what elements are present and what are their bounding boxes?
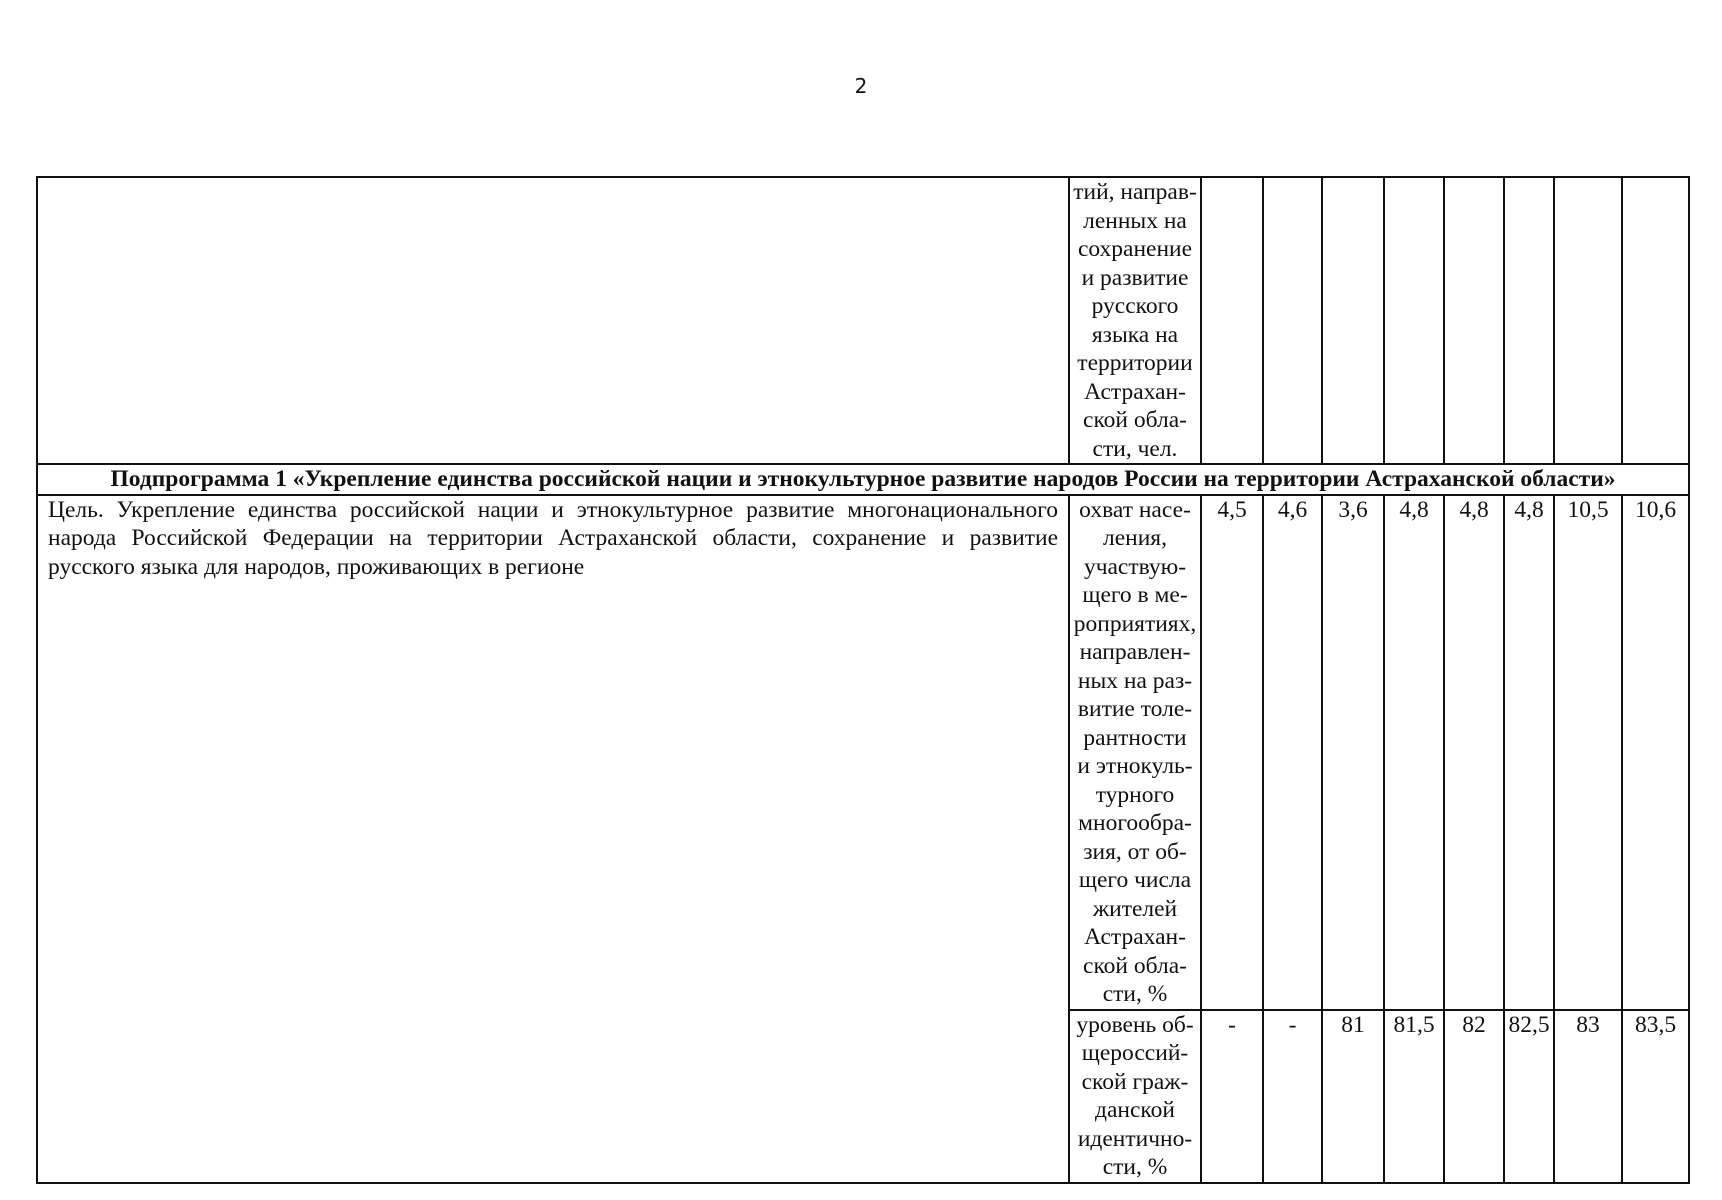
value-cell — [1622, 177, 1689, 464]
value-cell: 82,5 — [1504, 1010, 1554, 1183]
value-cell: 81,5 — [1384, 1010, 1444, 1183]
indicators-table — [36, 176, 1690, 1184]
subprogram-row — [37, 464, 1689, 495]
table-row — [37, 495, 1689, 1010]
value-cell: 83,5 — [1622, 1010, 1689, 1183]
indicator-cell: уровень об- щероссий- ской граж- данской идентично- сти, % — [1069, 1010, 1201, 1183]
subprogram-title: Подпрограмма 1 «Укрепление единства российской нации и этнокультурное развитие народов России на территории Астраханской области» — [37, 464, 1689, 495]
indicator-cell: тий, направ- ленных на сохранение и развитие русского языка на территории Астрахан- ской обла- сти, чел. — [1069, 177, 1201, 464]
value-cell: 4,8 — [1444, 495, 1504, 1010]
value-cell — [1554, 177, 1622, 464]
value-cell: 4,8 — [1504, 495, 1554, 1010]
value-cell: 10,6 — [1622, 495, 1689, 1010]
value-cell — [1263, 177, 1322, 464]
value-cell: - — [1201, 1010, 1263, 1183]
indicator-cell: охват насе- ления, участвую- щего в ме- роприятиях, направлен- ных на раз- витие толе- рантности и этнокуль- турного многообра- зия, от об- щего числа жителей Астрахан- ской обла- сти, % — [1069, 495, 1201, 1010]
goal-text: Цель. Укрепление единства российской нации и этнокультурное развитие многонационального народа Российской Федерации на территории Астраханской области, сохранение и развитие русского языка для народов, проживающих в регионе — [37, 495, 1069, 1183]
table-row — [37, 177, 1689, 464]
goal-cell-empty — [37, 177, 1069, 464]
value-cell: 3,6 — [1322, 495, 1384, 1010]
value-cell: 4,6 — [1263, 495, 1322, 1010]
value-cell: - — [1263, 1010, 1322, 1183]
value-cell: 83 — [1554, 1010, 1622, 1183]
value-cell: 81 — [1322, 1010, 1384, 1183]
value-cell: 82 — [1444, 1010, 1504, 1183]
value-cell — [1444, 177, 1504, 464]
value-cell: 4,8 — [1384, 495, 1444, 1010]
value-cell — [1201, 177, 1263, 464]
value-cell — [1384, 177, 1444, 464]
value-cell — [1322, 177, 1384, 464]
value-cell — [1504, 177, 1554, 464]
value-cell: 4,5 — [1201, 495, 1263, 1010]
value-cell: 10,5 — [1554, 495, 1622, 1010]
page-number: 2 — [854, 74, 868, 98]
